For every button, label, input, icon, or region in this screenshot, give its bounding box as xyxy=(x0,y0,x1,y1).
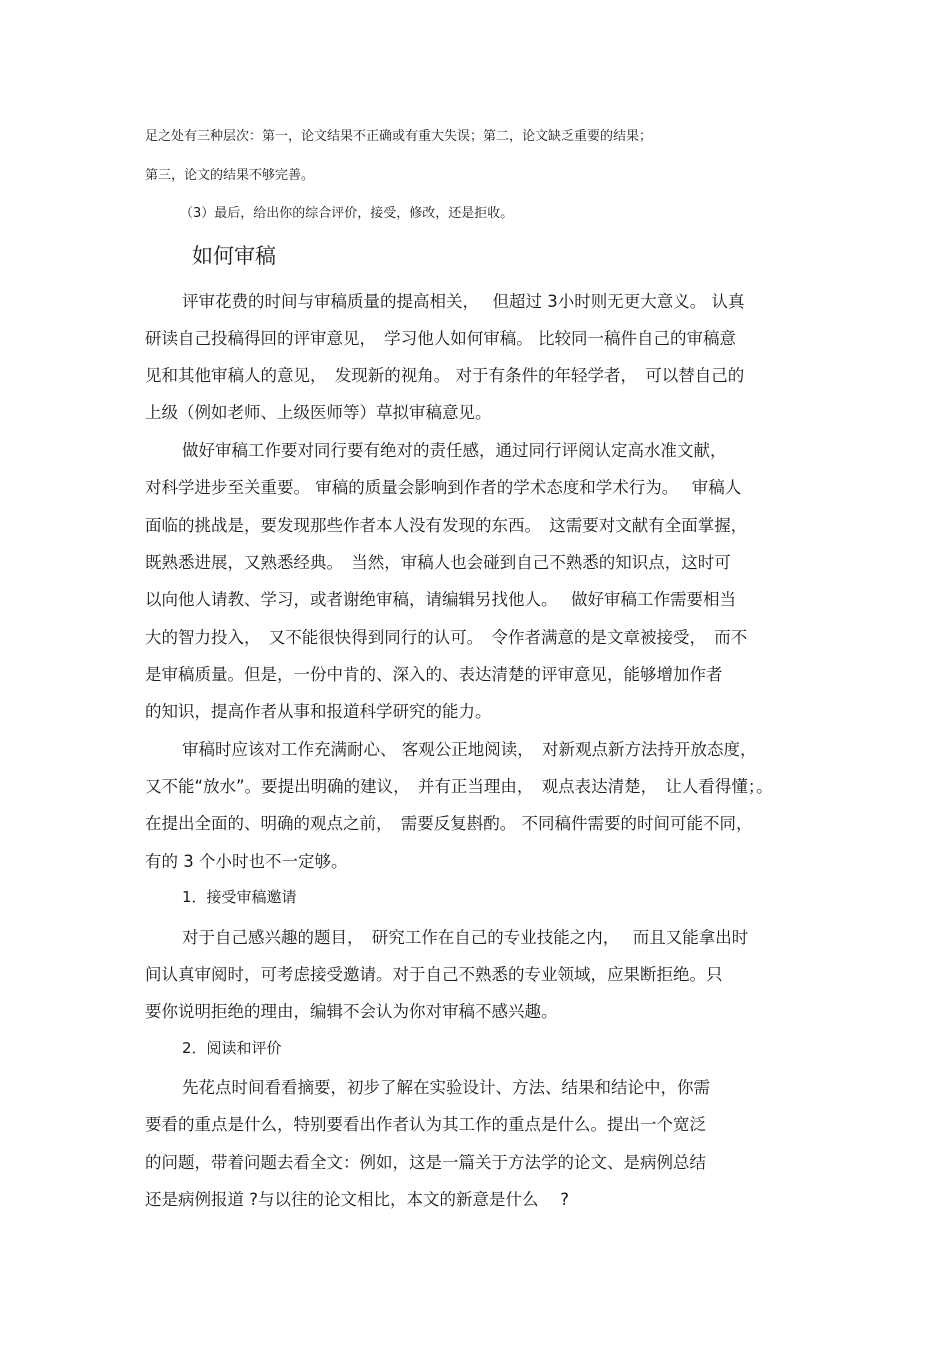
body-line: 研读自己投稿得回的评审意见， 学习他人如何审稿。 比较同一稿件自己的审稿意 xyxy=(145,329,736,348)
body-line: 以向他人请教、学习，或者谢绝审稿，请编辑另找他人。 做好审稿工作需要相当 xyxy=(145,590,736,609)
body-line: 大的智力投入， 又不能很快得到同行的认可。 令作者满意的是文章被接受， 而不 xyxy=(145,628,748,647)
section-heading: 如何审稿 xyxy=(192,244,276,268)
body-line: 在提出全面的、明确的观点之前， 需要反复斟酌。 不同稿件需要的时间可能不同， xyxy=(145,814,753,833)
body-line: 是审稿质量。但是，一份中肯的、深入的、表达清楚的评审意见，能够增加作者 xyxy=(145,665,723,684)
body-line: 对科学进步至关重要。 审稿的质量会影响到作者的学术态度和学术行为。 审稿人 xyxy=(145,478,742,497)
body-line: 评审花费的时间与审稿质量的提高相关， 但超过 3小时则无更大意义。 认真 xyxy=(182,292,745,311)
subsection-title: 1．接受审稿邀请 xyxy=(182,888,297,906)
body-line: 的问题，带着问题去看全文：例如，这是一篇关于方法学的论文、是病例总结 xyxy=(145,1153,706,1172)
body-line: 做好审稿工作要对同行要有绝对的责任感，通过同行评阅认定高水准文献， xyxy=(182,441,727,460)
body-line: 面临的挑战是，要发现那些作者本人没有发现的东西。 这需要对文献有全面掌握， xyxy=(145,516,748,535)
text-line: （3）最后，给出你的综合评价，接受，修改，还是拒收。 xyxy=(180,206,514,221)
subsection-title: 2．阅读和评价 xyxy=(182,1039,282,1057)
body-line: 又不能“放水”。要提出明确的建议， 并有正当理由， 观点表达清楚， 让人看得懂；。 xyxy=(145,777,773,796)
body-line: 上级（例如老师、上级医师等）草拟审稿意见。 xyxy=(145,403,492,422)
body-line: 要你说明拒绝的理由，编辑不会认为你对审稿不感兴趣。 xyxy=(145,1002,558,1021)
body-line: 审稿时应该对工作充满耐心、 客观公正地阅读， 对新观点新方法持开放态度， xyxy=(182,740,757,759)
text-line: 足之处有三种层次：第一，论文结果不正确或有重大失误；第二，论文缺乏重要的结果； xyxy=(145,129,653,144)
body-line: 有的 3 个小时也不一定够。 xyxy=(145,852,348,871)
body-line: 先花点时间看看摘要，初步了解在实验设计、方法、结果和结论中，你需 xyxy=(182,1078,710,1097)
body-line: 间认真审阅时，可考虑接受邀请。对于自己不熟悉的专业领域，应果断拒绝。只 xyxy=(145,965,723,984)
body-line: 的知识，提高作者从事和报道科学研究的能力。 xyxy=(145,702,492,721)
text-line: 第三，论文的结果不够完善。 xyxy=(145,168,315,183)
body-line: 还是病例报道 ?与以往的论文相比，本文的新意是什么 ? xyxy=(145,1190,570,1209)
body-line: 见和其他审稿人的意见， 发现新的视角。 对于有条件的年轻学者， 可以替自己的 xyxy=(145,366,745,385)
body-line: 要看的重点是什么，特别要看出作者认为其工作的重点是什么。提出一个宽泛 xyxy=(145,1115,706,1134)
body-line: 既熟悉进展，又熟悉经典。 当然，审稿人也会碰到自己不熟悉的知识点，这时可 xyxy=(145,553,731,572)
body-line: 对于自己感兴趣的题目， 研究工作在自己的专业技能之内， 而且又能拿出时 xyxy=(182,928,749,947)
